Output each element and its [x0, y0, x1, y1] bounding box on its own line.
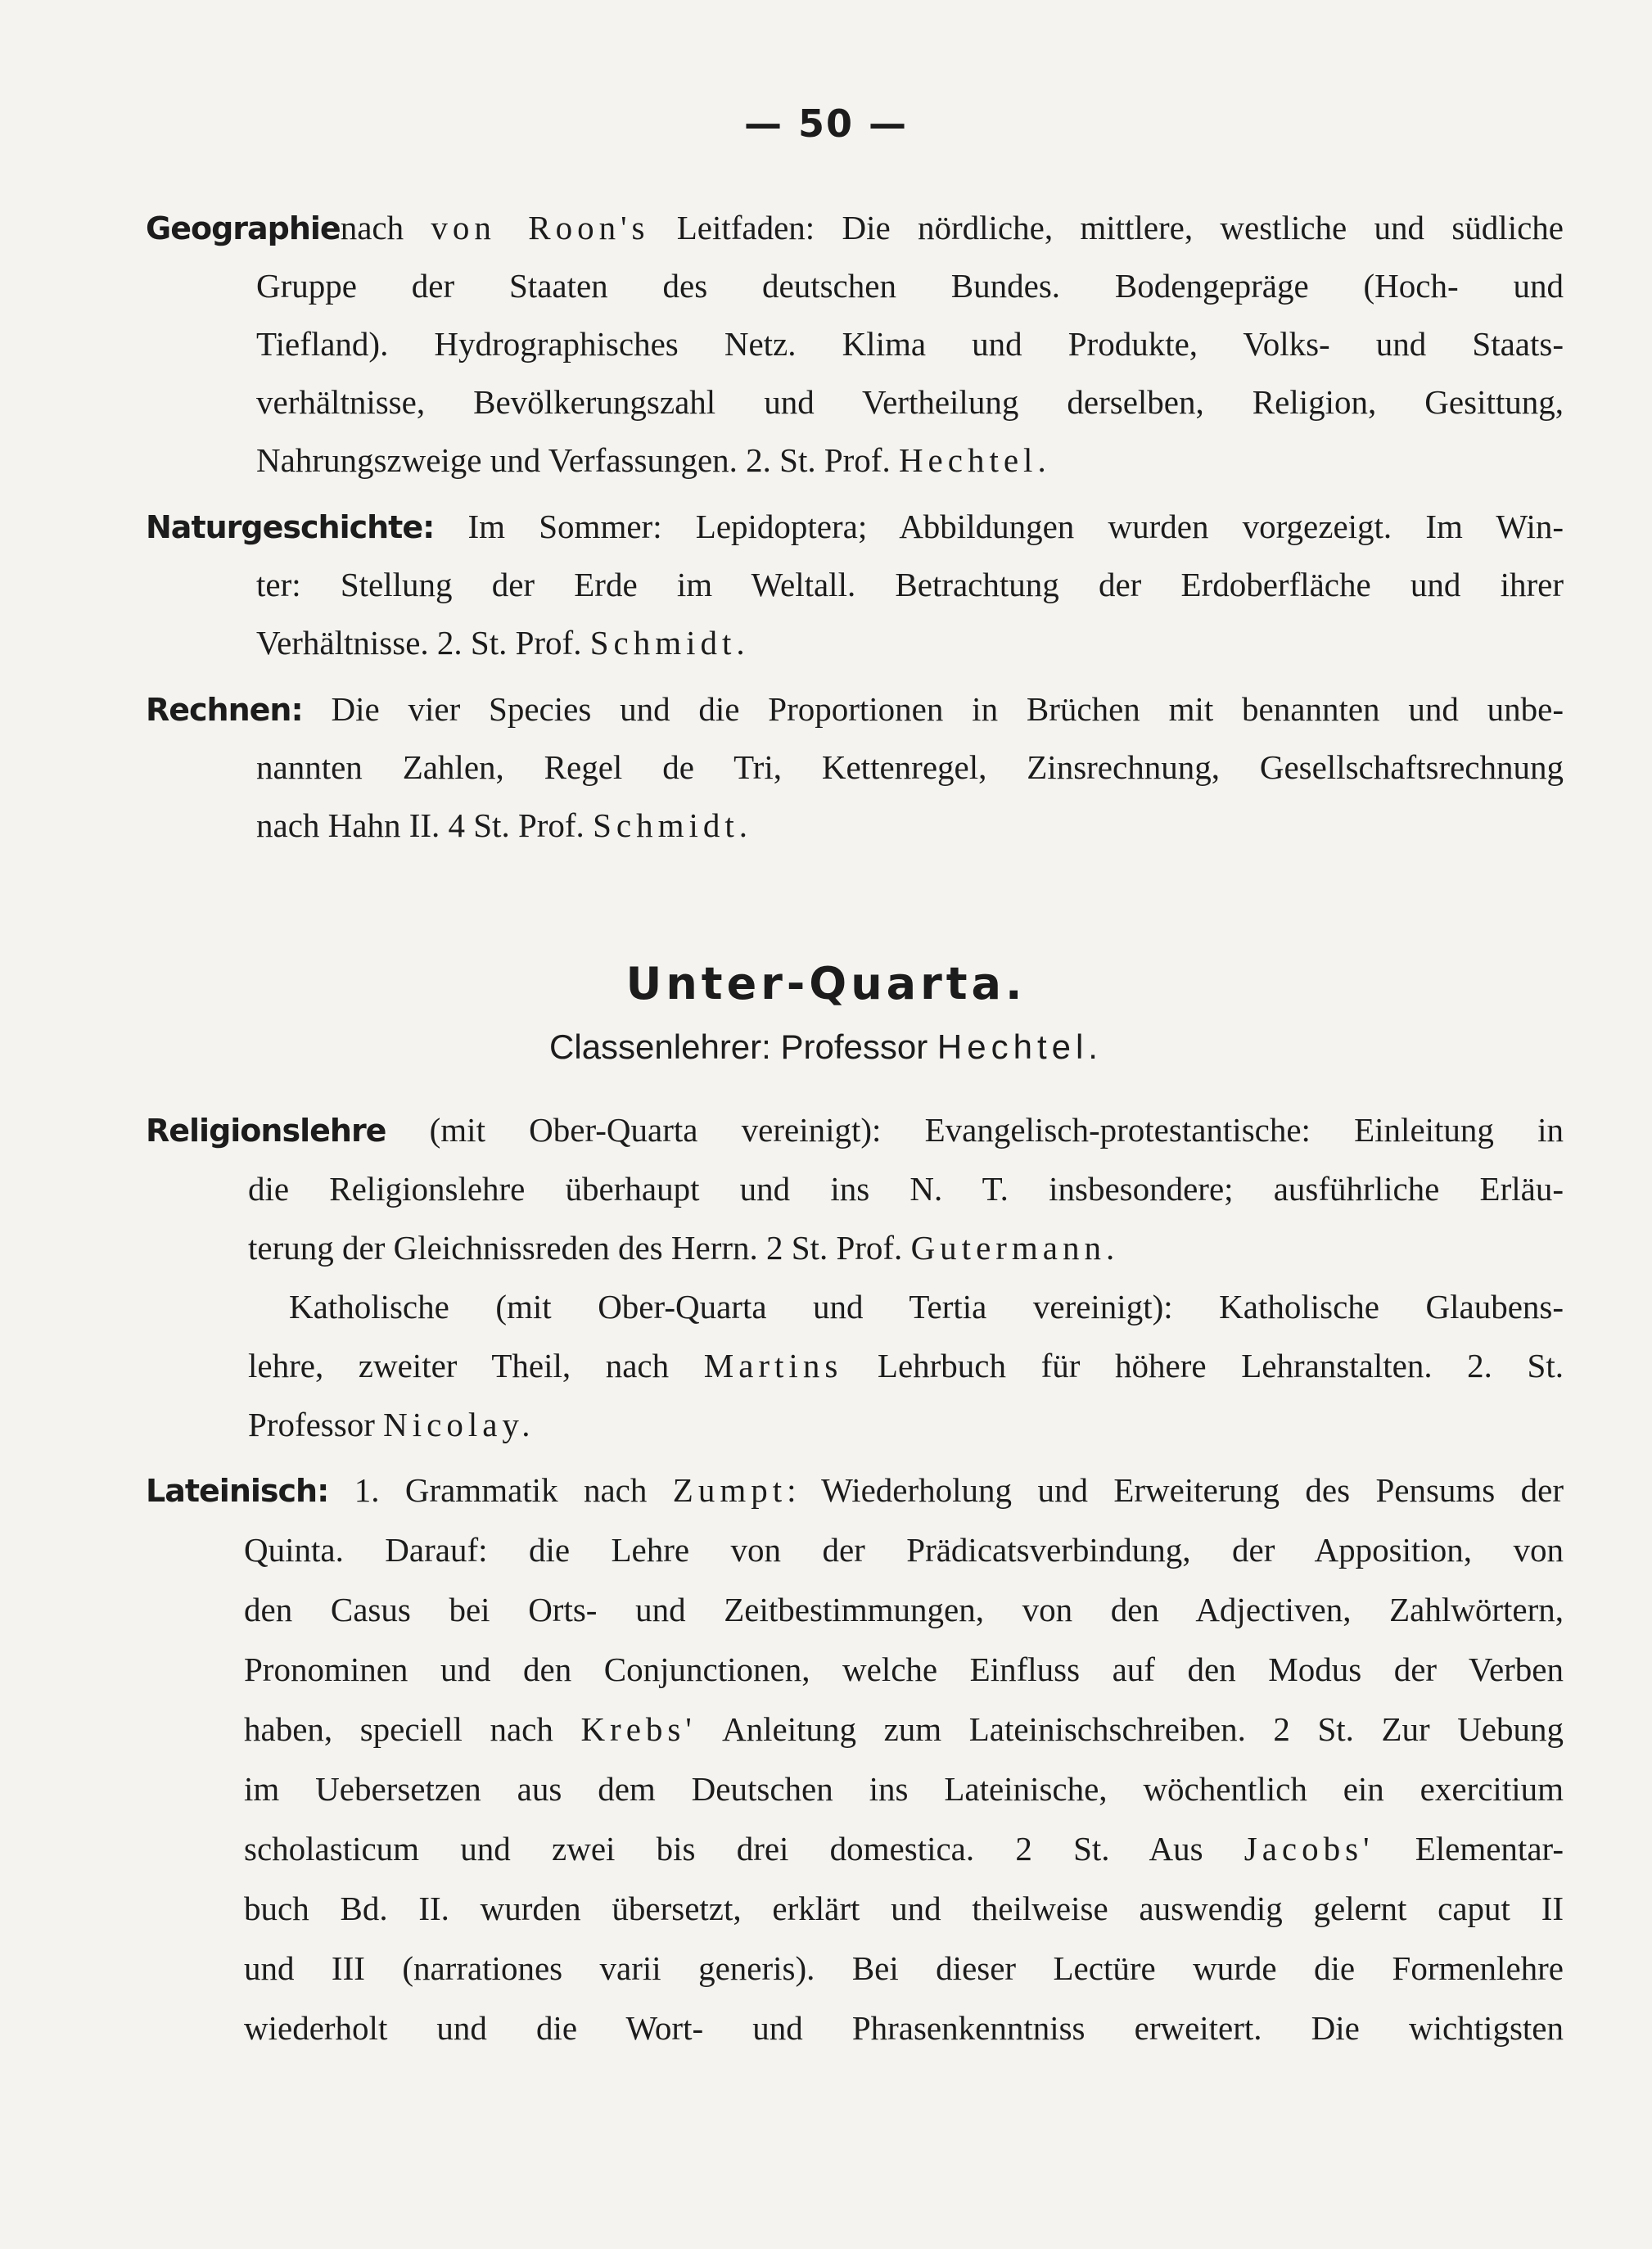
subject-label: Naturgeschichte: [146, 509, 435, 545]
text-line: scholasticum und zwei bis drei domestica. 2 St. Aus Jacobs' Elementar- [244, 1830, 1564, 1867]
text-line: Pronominen und den Conjunctionen, welche Einfluss auf den Modus der Verben [244, 1651, 1564, 1688]
text-line: Religionslehre (mit Ober-Quarta vereinigt): Evangelisch-protestantische: Einleitung in [146, 1111, 1564, 1149]
text-line: nannten Zahlen, Regel de Tri, Kettenregel, Zinsrechnung, Gesellschaftsrechnung [256, 748, 1564, 786]
text-line: und III (narrationes varii generis). Bei dieser Lectüre wurde die Formenlehre [244, 1949, 1564, 1987]
subject-label: Religionslehre [146, 1113, 386, 1149]
subject-label: Rechnen: [146, 692, 303, 728]
class-teacher-line: Classenlehrer: Professor Hechtel. [549, 1027, 1103, 1066]
text-line: lehre, zweiter Theil, nach Martins Lehrbuch für höhere Lehranstalten. 2. St. [248, 1347, 1564, 1384]
text-line: Gruppe der Staaten des deutschen Bundes. Bodengepräge (Hoch- und [256, 267, 1564, 305]
page-number: — 50 — [743, 102, 909, 146]
text-line: terung der Gleichnissreden des Herrn. 2 St. Prof. Gutermann. [248, 1229, 1120, 1267]
text-line: Rechnen: Die vier Species und die Proportionen in Brüchen mit benannten und unbe- [146, 690, 1564, 728]
text-line: Katholische (mit Ober-Quarta und Tertia vereinigt): Katholische Glaubens- [289, 1288, 1564, 1325]
text-line: wiederholt und die Wort- und Phrasenkenntniss erweitert. Die wichtigsten [244, 2009, 1564, 2047]
text-line: verhältnisse, Bevölkerungszahl und Vertheilung derselben, Religion, Gesittung, [256, 383, 1564, 421]
text-line: die Religionslehre überhaupt und ins N. T. insbesondere; ausführliche Erläu- [248, 1170, 1564, 1208]
section-heading: Unter-Quarta. [625, 958, 1027, 1009]
text-line: nach Hahn II. 4 St. Prof. Schmidt. [256, 806, 752, 844]
text-line: Geographienach von Roon's Leitfaden: Die nördliche, mittlere, westliche und südliche [146, 209, 1564, 246]
text-line: haben, speciell nach Krebs' Anleitung zum Lateinischschreiben. 2 St. Zur Uebung [244, 1710, 1564, 1748]
text-line: buch Bd. II. wurden übersetzt, erklärt und theilweise auswendig gelernt caput II [244, 1890, 1564, 1927]
text-line: den Casus bei Orts- und Zeitbestimmungen, von den Adjectiven, Zahlwörtern, [244, 1591, 1564, 1628]
text-line: Lateinisch: 1. Grammatik nach Zumpt: Wiederholung und Erweiterung des Pensums der [146, 1471, 1564, 1509]
text-line: im Uebersetzen aus dem Deutschen ins Lateinische, wöchentlich ein exercitium [244, 1770, 1564, 1808]
text-line: Verhältnisse. 2. St. Prof. Schmidt. [256, 624, 750, 662]
subject-label: Geographie [146, 210, 341, 246]
text-line: Quinta. Darauf: die Lehre von der Prädicatsverbindung, der Apposition, von [244, 1531, 1564, 1569]
text-line: ter: Stellung der Erde im Weltall. Betrachtung der Erdoberfläche und ihrer [256, 566, 1564, 603]
subject-label: Lateinisch: [146, 1473, 329, 1509]
text-line: Naturgeschichte: Im Sommer: Lepidoptera; Abbildungen wurden vorgezeigt. Im Win- [146, 508, 1564, 545]
text-line: Nahrungszweige und Verfassungen. 2. St. Prof. Hechtel. [256, 441, 1051, 479]
text-line: Tiefland). Hydrographisches Netz. Klima und Produkte, Volks- und Staats- [256, 325, 1564, 363]
text-line: Professor Nicolay. [248, 1406, 535, 1443]
